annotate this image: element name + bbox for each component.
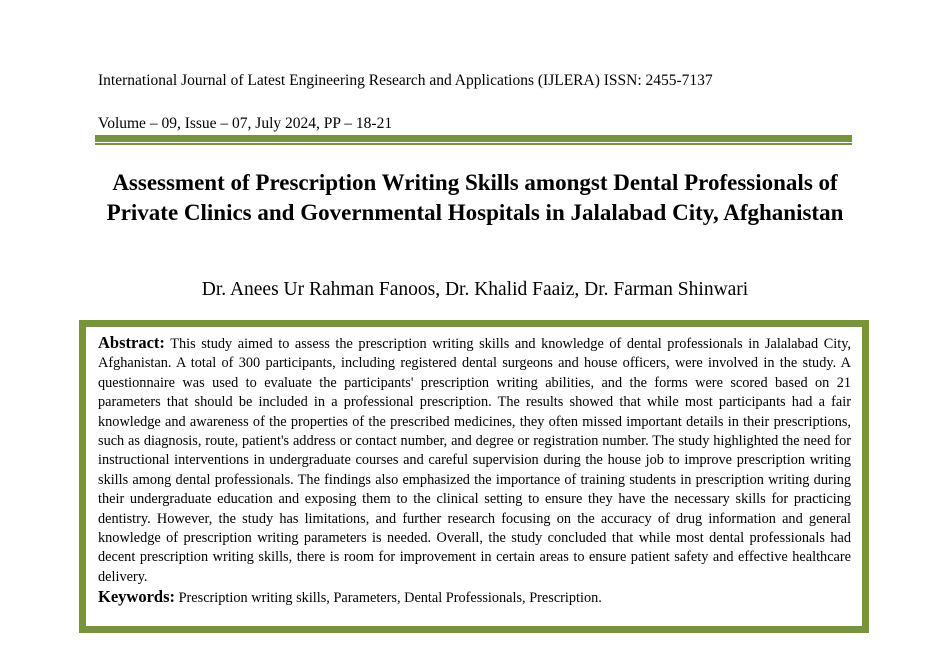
abstract-text: This study aimed to assess the prescription writing skills and knowledge of dental professionals in Jalalabad City, Afghanistan. A total of 300 participants, including registered dental surgeons and house officers, were involved in the study. A questionnaire was used to evaluate the participants' prescription writing abilities, and the forms were scored based on 21 parameters that should be included in a professional prescription. The results showed that while most participants had a fair knowledge and awareness of the properties of the prescribed medicines, they often missed important details in their prescriptions, such as diagnosis, route, patient's address or contact number, and degree or registration number. The study highlighted the need for instructional interventions in undergraduate courses and careful supervision during the house job to improve prescription writing skills among dental professionals. The findings also emphasized the importance of training students in prescription writing during their undergraduate education and exposing them to the clinical setting to ensure they have the necessary skills for practicing dentistry. However, the study has limitations, and further research focusing on the accuracy of drug information and general knowledge of prescription writing parameters is needed. Overall, the study concluded that while most dental professionals had decent prescription writing skills, there is room for improvement in certain areas to ensure patient safety and effective healthcare delivery.	[98, 336, 851, 585]
abstract-paragraph	[98, 333, 851, 587]
keywords-paragraph	[98, 587, 851, 608]
keywords-label: Keywords:	[98, 587, 175, 607]
journal-name: International Journal of Latest Engineering Research and Applications (IJLERA) ISSN: 2455-7137	[98, 72, 713, 89]
abstract-box	[79, 320, 869, 633]
abstract-label: Abstract:	[98, 333, 165, 352]
abstract-content	[88, 329, 860, 624]
paper-title: Assessment of Prescription Writing Skills amongst Dental Professionals of Private Clinics and Governmental Hospitals in Jalalabad City, Afghanistan	[106, 170, 844, 225]
volume-issue-line: Volume – 09, Issue – 07, July 2024, PP – 18-21	[98, 115, 393, 132]
author-list: Dr. Anees Ur Rahman Fanoos, Dr. Khalid Faaiz, Dr. Farman Shinwari	[201, 279, 749, 300]
keywords-text: Prescription writing skills, Parameters, Dental Professionals, Prescription.	[178, 590, 602, 607]
header-rule-thin	[95, 143, 852, 145]
header-rule-thick	[95, 135, 852, 142]
